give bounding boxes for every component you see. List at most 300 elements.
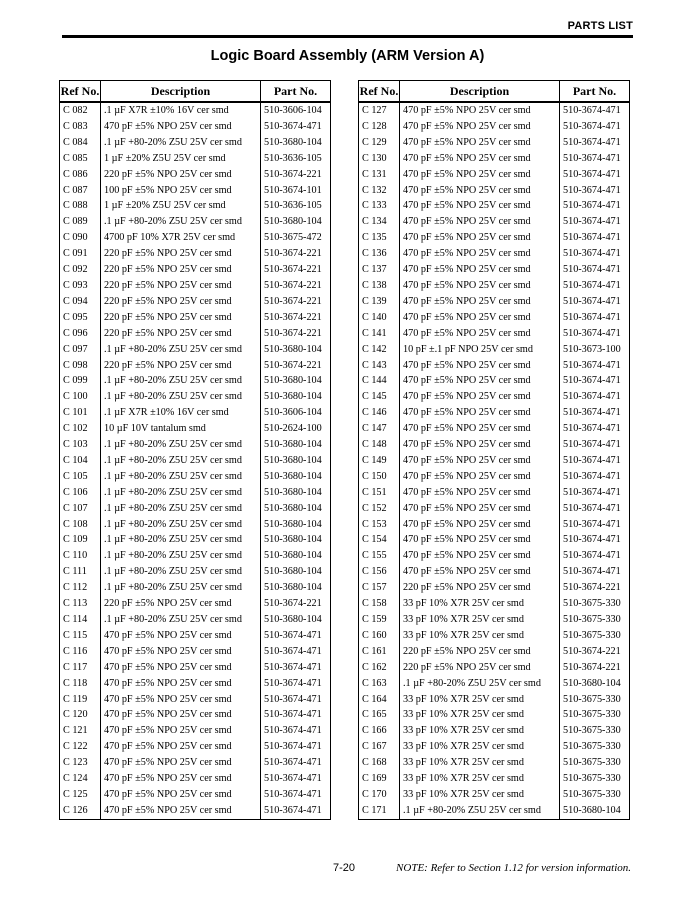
ref-no-cell: C 130	[359, 151, 400, 167]
part-no-cell: 510-3680-104	[261, 580, 331, 596]
ref-no-cell: C 099	[60, 373, 101, 389]
part-no-cell: 510-3675-330	[560, 596, 630, 612]
table-row	[359, 294, 630, 310]
description-cell: .1 µF +80-20% Z5U 25V cer smd	[101, 501, 261, 517]
part-no-cell: 510-3674-471	[261, 755, 331, 771]
ref-no-cell: C 152	[359, 501, 400, 517]
table-row	[60, 580, 331, 596]
description-cell: .1 µF +80-20% Z5U 25V cer smd	[101, 517, 261, 533]
ref-no-cell: C 110	[60, 548, 101, 564]
description-cell: 470 pF ±5% NPO 25V cer smd	[400, 389, 560, 405]
description-cell: 470 pF ±5% NPO 25V cer smd	[101, 723, 261, 739]
table-row	[60, 739, 331, 755]
table-row	[359, 310, 630, 326]
ref-no-cell: C 134	[359, 214, 400, 230]
table-row	[359, 739, 630, 755]
ref-no-cell: C 098	[60, 358, 101, 374]
part-no-cell: 510-3674-471	[261, 771, 331, 787]
description-cell: 470 pF ±5% NPO 25V cer smd	[101, 755, 261, 771]
table-row	[60, 230, 331, 246]
ref-no-cell: C 139	[359, 294, 400, 310]
table-row	[60, 628, 331, 644]
table-row	[359, 437, 630, 453]
description-cell: 220 pF ±5% NPO 25V cer smd	[101, 310, 261, 326]
description-cell: 10 µF 10V tantalum smd	[101, 421, 261, 437]
description-cell: .1 µF +80-20% Z5U 25V cer smd	[101, 532, 261, 548]
ref-no-cell: C 106	[60, 485, 101, 501]
ref-no-cell: C 140	[359, 310, 400, 326]
part-no-cell: 510-3675-330	[560, 628, 630, 644]
ref-no-cell: C 088	[60, 198, 101, 214]
ref-no-cell: C 083	[60, 119, 101, 135]
ref-no-cell: C 132	[359, 183, 400, 199]
part-no-cell: 510-3680-104	[560, 803, 630, 819]
description-cell: 470 pF ±5% NPO 25V cer smd	[101, 119, 261, 135]
table-row	[60, 453, 331, 469]
description-cell: 220 pF ±5% NPO 25V cer smd	[400, 580, 560, 596]
table-row	[60, 676, 331, 692]
ref-no-cell: C 162	[359, 660, 400, 676]
table-row	[60, 644, 331, 660]
ref-no-cell: C 155	[359, 548, 400, 564]
part-no-cell: 510-3675-330	[560, 612, 630, 628]
description-cell: 470 pF ±5% NPO 25V cer smd	[400, 294, 560, 310]
part-no-cell: 510-3674-471	[560, 119, 630, 135]
part-no-cell: 510-3675-330	[560, 755, 630, 771]
part-no-cell: 510-3674-221	[261, 262, 331, 278]
description-cell: 220 pF ±5% NPO 25V cer smd	[400, 660, 560, 676]
part-no-cell: 510-3674-471	[560, 358, 630, 374]
table-row	[60, 564, 331, 580]
ref-no-cell: C 166	[359, 723, 400, 739]
table-row	[359, 214, 630, 230]
ref-no-cell: C 168	[359, 755, 400, 771]
ref-no-cell: C 124	[60, 771, 101, 787]
part-no-cell: 510-3675-330	[560, 739, 630, 755]
description-cell: 470 pF ±5% NPO 25V cer smd	[101, 707, 261, 723]
ref-no-cell: C 120	[60, 707, 101, 723]
table-row	[60, 278, 331, 294]
ref-no-cell: C 104	[60, 453, 101, 469]
part-no-cell: 510-3636-105	[261, 151, 331, 167]
ref-no-cell: C 087	[60, 183, 101, 199]
table-row	[60, 310, 331, 326]
ref-no-cell: C 105	[60, 469, 101, 485]
table-row	[60, 660, 331, 676]
part-no-cell: 510-3674-221	[560, 580, 630, 596]
table-row	[359, 278, 630, 294]
ref-no-cell: C 119	[60, 692, 101, 708]
table-row	[359, 151, 630, 167]
description-cell: 470 pF ±5% NPO 25V cer smd	[400, 485, 560, 501]
part-no-cell: 510-3680-104	[261, 517, 331, 533]
part-no-cell: 510-3674-471	[560, 453, 630, 469]
ref-no-cell: C 167	[359, 739, 400, 755]
table-row	[60, 358, 331, 374]
table-row	[60, 102, 331, 119]
description-cell: 220 pF ±5% NPO 25V cer smd	[101, 596, 261, 612]
description-cell: 33 pF 10% X7R 25V cer smd	[400, 723, 560, 739]
description-cell: 470 pF ±5% NPO 25V cer smd	[101, 628, 261, 644]
part-no-cell: 510-3674-471	[560, 151, 630, 167]
ref-no-cell: C 142	[359, 342, 400, 358]
description-cell: 33 pF 10% X7R 25V cer smd	[400, 771, 560, 787]
ref-no-cell: C 111	[60, 564, 101, 580]
part-no-cell: 510-3680-104	[261, 389, 331, 405]
section-label: PARTS LIST	[567, 20, 633, 32]
description-cell: 470 pF ±5% NPO 25V cer smd	[400, 405, 560, 421]
description-cell: 33 pF 10% X7R 25V cer smd	[400, 628, 560, 644]
part-no-cell: 510-3674-221	[261, 358, 331, 374]
ref-no-cell: C 085	[60, 151, 101, 167]
table-row	[359, 358, 630, 374]
ref-no-cell: C 089	[60, 214, 101, 230]
ref-no-cell: C 131	[359, 167, 400, 183]
ref-no-cell: C 143	[359, 358, 400, 374]
ref-no-cell: C 108	[60, 517, 101, 533]
part-no-cell: 510-3680-104	[261, 501, 331, 517]
table-row	[60, 326, 331, 342]
description-cell: 470 pF ±5% NPO 25V cer smd	[101, 787, 261, 803]
ref-no-header: Ref No.	[359, 81, 400, 103]
description-cell: 470 pF ±5% NPO 25V cer smd	[400, 278, 560, 294]
description-cell: 470 pF ±5% NPO 25V cer smd	[400, 564, 560, 580]
ref-no-cell: C 107	[60, 501, 101, 517]
part-no-cell: 510-3674-471	[560, 548, 630, 564]
table-row	[60, 612, 331, 628]
ref-no-cell: C 164	[359, 692, 400, 708]
ref-no-cell: C 115	[60, 628, 101, 644]
table-row	[359, 230, 630, 246]
part-no-cell: 510-3674-471	[560, 167, 630, 183]
part-no-cell: 510-3674-471	[560, 246, 630, 262]
part-no-header: Part No.	[560, 81, 630, 103]
part-no-cell: 510-3674-471	[560, 437, 630, 453]
description-cell: 220 pF ±5% NPO 25V cer smd	[101, 358, 261, 374]
part-no-cell: 510-3674-471	[560, 135, 630, 151]
ref-no-cell: C 086	[60, 167, 101, 183]
description-cell: 470 pF ±5% NPO 25V cer smd	[400, 373, 560, 389]
description-cell: 470 pF ±5% NPO 25V cer smd	[400, 437, 560, 453]
table-row	[60, 437, 331, 453]
part-no-cell: 510-3674-471	[261, 707, 331, 723]
ref-no-cell: C 163	[359, 676, 400, 692]
table-row	[60, 151, 331, 167]
version-note: NOTE: Refer to Section 1.12 for version information.	[396, 862, 631, 874]
ref-no-cell: C 113	[60, 596, 101, 612]
table-row	[359, 453, 630, 469]
description-cell: 470 pF ±5% NPO 25V cer smd	[101, 771, 261, 787]
table-row	[60, 692, 331, 708]
ref-no-cell: C 084	[60, 135, 101, 151]
page-number: 7-20	[333, 862, 356, 874]
description-cell: 33 pF 10% X7R 25V cer smd	[400, 692, 560, 708]
part-no-cell: 510-3606-104	[261, 102, 331, 119]
parts-table-left	[59, 80, 331, 820]
table-row	[60, 119, 331, 135]
part-no-cell: 510-3674-471	[560, 469, 630, 485]
description-cell: 33 pF 10% X7R 25V cer smd	[400, 707, 560, 723]
description-cell: .1 µF +80-20% Z5U 25V cer smd	[101, 453, 261, 469]
part-no-cell: 510-3674-471	[261, 692, 331, 708]
part-no-cell: 510-3674-471	[560, 421, 630, 437]
description-cell: 470 pF ±5% NPO 25V cer smd	[400, 183, 560, 199]
description-cell: .1 µF +80-20% Z5U 25V cer smd	[101, 373, 261, 389]
part-no-cell: 510-3680-104	[261, 135, 331, 151]
table-row	[359, 787, 630, 803]
part-no-cell: 510-3674-471	[261, 644, 331, 660]
ref-no-cell: C 159	[359, 612, 400, 628]
description-cell: .1 µF X7R ±10% 16V cer smd	[101, 102, 261, 119]
table-row	[359, 326, 630, 342]
page-title: Logic Board Assembly (ARM Version A)	[210, 48, 485, 64]
table-row	[359, 723, 630, 739]
description-cell: 470 pF ±5% NPO 25V cer smd	[400, 469, 560, 485]
table-row	[359, 532, 630, 548]
description-cell: 470 pF ±5% NPO 25V cer smd	[400, 358, 560, 374]
parts-table-right	[358, 80, 630, 820]
table-row	[359, 198, 630, 214]
description-cell: 10 pF ±.1 pF NPO 25V cer smd	[400, 342, 560, 358]
table-row	[60, 389, 331, 405]
part-no-cell: 510-3674-471	[560, 230, 630, 246]
table-row	[359, 755, 630, 771]
table-row	[60, 532, 331, 548]
table-row	[60, 183, 331, 199]
part-no-cell: 510-3675-330	[560, 707, 630, 723]
table-row	[359, 246, 630, 262]
ref-no-cell: C 145	[359, 389, 400, 405]
description-cell: .1 µF +80-20% Z5U 25V cer smd	[400, 676, 560, 692]
description-cell: 470 pF ±5% NPO 25V cer smd	[400, 532, 560, 548]
description-cell: 470 pF ±5% NPO 25V cer smd	[400, 326, 560, 342]
ref-no-cell: C 122	[60, 739, 101, 755]
part-no-cell: 510-3680-104	[261, 214, 331, 230]
table-row	[359, 771, 630, 787]
description-cell: .1 µF +80-20% Z5U 25V cer smd	[101, 342, 261, 358]
description-cell: .1 µF +80-20% Z5U 25V cer smd	[400, 803, 560, 819]
description-cell: 4700 pF 10% X7R 25V cer smd	[101, 230, 261, 246]
part-no-cell: 510-3673-100	[560, 342, 630, 358]
ref-no-cell: C 165	[359, 707, 400, 723]
table-row	[60, 167, 331, 183]
description-cell: 470 pF ±5% NPO 25V cer smd	[101, 692, 261, 708]
table-row	[359, 405, 630, 421]
part-no-cell: 510-3675-330	[560, 723, 630, 739]
table-row	[359, 692, 630, 708]
ref-no-cell: C 082	[60, 102, 101, 119]
table-row	[359, 389, 630, 405]
part-no-cell: 510-2624-100	[261, 421, 331, 437]
description-cell: .1 µF +80-20% Z5U 25V cer smd	[101, 580, 261, 596]
table-row	[359, 580, 630, 596]
part-no-cell: 510-3674-221	[261, 167, 331, 183]
description-cell: 470 pF ±5% NPO 25V cer smd	[400, 517, 560, 533]
description-cell: 220 pF ±5% NPO 25V cer smd	[101, 167, 261, 183]
table-row	[359, 628, 630, 644]
table-row	[359, 485, 630, 501]
description-cell: 470 pF ±5% NPO 25V cer smd	[400, 119, 560, 135]
ref-no-cell: C 097	[60, 342, 101, 358]
table-row	[60, 342, 331, 358]
description-cell: .1 µF +80-20% Z5U 25V cer smd	[101, 389, 261, 405]
part-no-cell: 510-3674-471	[560, 262, 630, 278]
ref-no-cell: C 091	[60, 246, 101, 262]
ref-no-header: Ref No.	[60, 81, 101, 103]
table-row	[359, 342, 630, 358]
table-row	[60, 246, 331, 262]
ref-no-cell: C 161	[359, 644, 400, 660]
part-no-cell: 510-3674-471	[560, 532, 630, 548]
ref-no-cell: C 150	[359, 469, 400, 485]
part-no-cell: 510-3680-104	[261, 532, 331, 548]
ref-no-cell: C 144	[359, 373, 400, 389]
table-row	[60, 421, 331, 437]
ref-no-cell: C 141	[359, 326, 400, 342]
table-row	[359, 660, 630, 676]
part-no-cell: 510-3680-104	[261, 548, 331, 564]
description-cell: 470 pF ±5% NPO 25V cer smd	[101, 676, 261, 692]
part-no-cell: 510-3674-471	[560, 564, 630, 580]
part-no-cell: 510-3674-471	[560, 501, 630, 517]
ref-no-cell: C 112	[60, 580, 101, 596]
table-row	[359, 612, 630, 628]
ref-no-cell: C 160	[359, 628, 400, 644]
description-cell: 220 pF ±5% NPO 25V cer smd	[101, 262, 261, 278]
description-cell: 33 pF 10% X7R 25V cer smd	[400, 596, 560, 612]
part-no-cell: 510-3674-471	[560, 198, 630, 214]
part-no-cell: 510-3674-221	[261, 278, 331, 294]
ref-no-cell: C 170	[359, 787, 400, 803]
table-row	[60, 135, 331, 151]
table-row	[359, 548, 630, 564]
table-row	[359, 262, 630, 278]
description-cell: 33 pF 10% X7R 25V cer smd	[400, 612, 560, 628]
description-cell: 220 pF ±5% NPO 25V cer smd	[101, 246, 261, 262]
part-no-cell: 510-3674-471	[261, 660, 331, 676]
description-cell: .1 µF +80-20% Z5U 25V cer smd	[101, 135, 261, 151]
part-no-cell: 510-3674-471	[560, 405, 630, 421]
description-cell: 470 pF ±5% NPO 25V cer smd	[400, 453, 560, 469]
part-no-cell: 510-3680-104	[261, 373, 331, 389]
description-cell: 470 pF ±5% NPO 25V cer smd	[400, 230, 560, 246]
table-row	[60, 373, 331, 389]
description-cell: 470 pF ±5% NPO 25V cer smd	[400, 167, 560, 183]
ref-no-cell: C 149	[359, 453, 400, 469]
ref-no-cell: C 094	[60, 294, 101, 310]
ref-no-cell: C 096	[60, 326, 101, 342]
table-row	[60, 707, 331, 723]
part-no-cell: 510-3674-101	[261, 183, 331, 199]
part-no-cell: 510-3680-104	[261, 342, 331, 358]
ref-no-cell: C 114	[60, 612, 101, 628]
ref-no-cell: C 138	[359, 278, 400, 294]
ref-no-cell: C 157	[359, 580, 400, 596]
table-header-row	[60, 81, 331, 103]
table-row	[359, 707, 630, 723]
description-cell: 470 pF ±5% NPO 25V cer smd	[101, 660, 261, 676]
part-no-cell: 510-3680-104	[560, 676, 630, 692]
part-no-cell: 510-3674-221	[560, 644, 630, 660]
description-cell: 220 pF ±5% NPO 25V cer smd	[101, 326, 261, 342]
table-row	[359, 596, 630, 612]
ref-no-cell: C 133	[359, 198, 400, 214]
part-no-cell: 510-3674-471	[261, 739, 331, 755]
description-cell: 470 pF ±5% NPO 25V cer smd	[400, 214, 560, 230]
table-row	[359, 517, 630, 533]
part-no-cell: 510-3674-471	[560, 517, 630, 533]
description-cell: 220 pF ±5% NPO 25V cer smd	[101, 278, 261, 294]
description-cell: 470 pF ±5% NPO 25V cer smd	[400, 501, 560, 517]
description-cell: .1 µF +80-20% Z5U 25V cer smd	[101, 485, 261, 501]
ref-no-cell: C 093	[60, 278, 101, 294]
description-cell: 220 pF ±5% NPO 25V cer smd	[101, 294, 261, 310]
description-cell: 100 pF ±5% NPO 25V cer smd	[101, 183, 261, 199]
description-cell: 1 µF ±20% Z5U 25V cer smd	[101, 198, 261, 214]
table-row	[60, 596, 331, 612]
description-cell: 470 pF ±5% NPO 25V cer smd	[400, 548, 560, 564]
description-cell: .1 µF +80-20% Z5U 25V cer smd	[101, 214, 261, 230]
description-cell: .1 µF +80-20% Z5U 25V cer smd	[101, 612, 261, 628]
table-row	[60, 771, 331, 787]
ref-no-cell: C 117	[60, 660, 101, 676]
ref-no-cell: C 148	[359, 437, 400, 453]
table-row	[60, 548, 331, 564]
part-no-cell: 510-3674-471	[560, 389, 630, 405]
description-cell: 220 pF ±5% NPO 25V cer smd	[400, 644, 560, 660]
ref-no-cell: C 129	[359, 135, 400, 151]
part-no-cell: 510-3674-471	[560, 373, 630, 389]
part-no-cell: 510-3636-105	[261, 198, 331, 214]
part-no-cell: 510-3674-471	[261, 723, 331, 739]
table-header-row	[359, 81, 630, 103]
table-row	[60, 803, 331, 819]
ref-no-cell: C 095	[60, 310, 101, 326]
ref-no-cell: C 121	[60, 723, 101, 739]
table-row	[60, 517, 331, 533]
ref-no-cell: C 102	[60, 421, 101, 437]
description-cell: 33 pF 10% X7R 25V cer smd	[400, 739, 560, 755]
ref-no-cell: C 128	[359, 119, 400, 135]
part-no-cell: 510-3680-104	[261, 564, 331, 580]
part-no-cell: 510-3674-221	[560, 660, 630, 676]
part-no-cell: 510-3674-471	[560, 310, 630, 326]
ref-no-cell: C 135	[359, 230, 400, 246]
part-no-cell: 510-3674-471	[261, 676, 331, 692]
table-row	[359, 501, 630, 517]
ref-no-cell: C 125	[60, 787, 101, 803]
ref-no-cell: C 158	[359, 596, 400, 612]
ref-no-cell: C 147	[359, 421, 400, 437]
table-row	[60, 198, 331, 214]
part-no-cell: 510-3680-104	[261, 453, 331, 469]
part-no-cell: 510-3674-471	[560, 278, 630, 294]
table-row	[359, 564, 630, 580]
ref-no-cell: C 126	[60, 803, 101, 819]
table-row	[60, 787, 331, 803]
part-no-cell: 510-3674-471	[261, 803, 331, 819]
description-header: Description	[400, 81, 560, 103]
ref-no-cell: C 118	[60, 676, 101, 692]
ref-no-cell: C 103	[60, 437, 101, 453]
part-no-cell: 510-3675-330	[560, 692, 630, 708]
table-row	[359, 676, 630, 692]
ref-no-cell: C 136	[359, 246, 400, 262]
table-row	[60, 755, 331, 771]
description-cell: 470 pF ±5% NPO 25V cer smd	[400, 135, 560, 151]
ref-no-cell: C 123	[60, 755, 101, 771]
part-no-cell: 510-3675-472	[261, 230, 331, 246]
